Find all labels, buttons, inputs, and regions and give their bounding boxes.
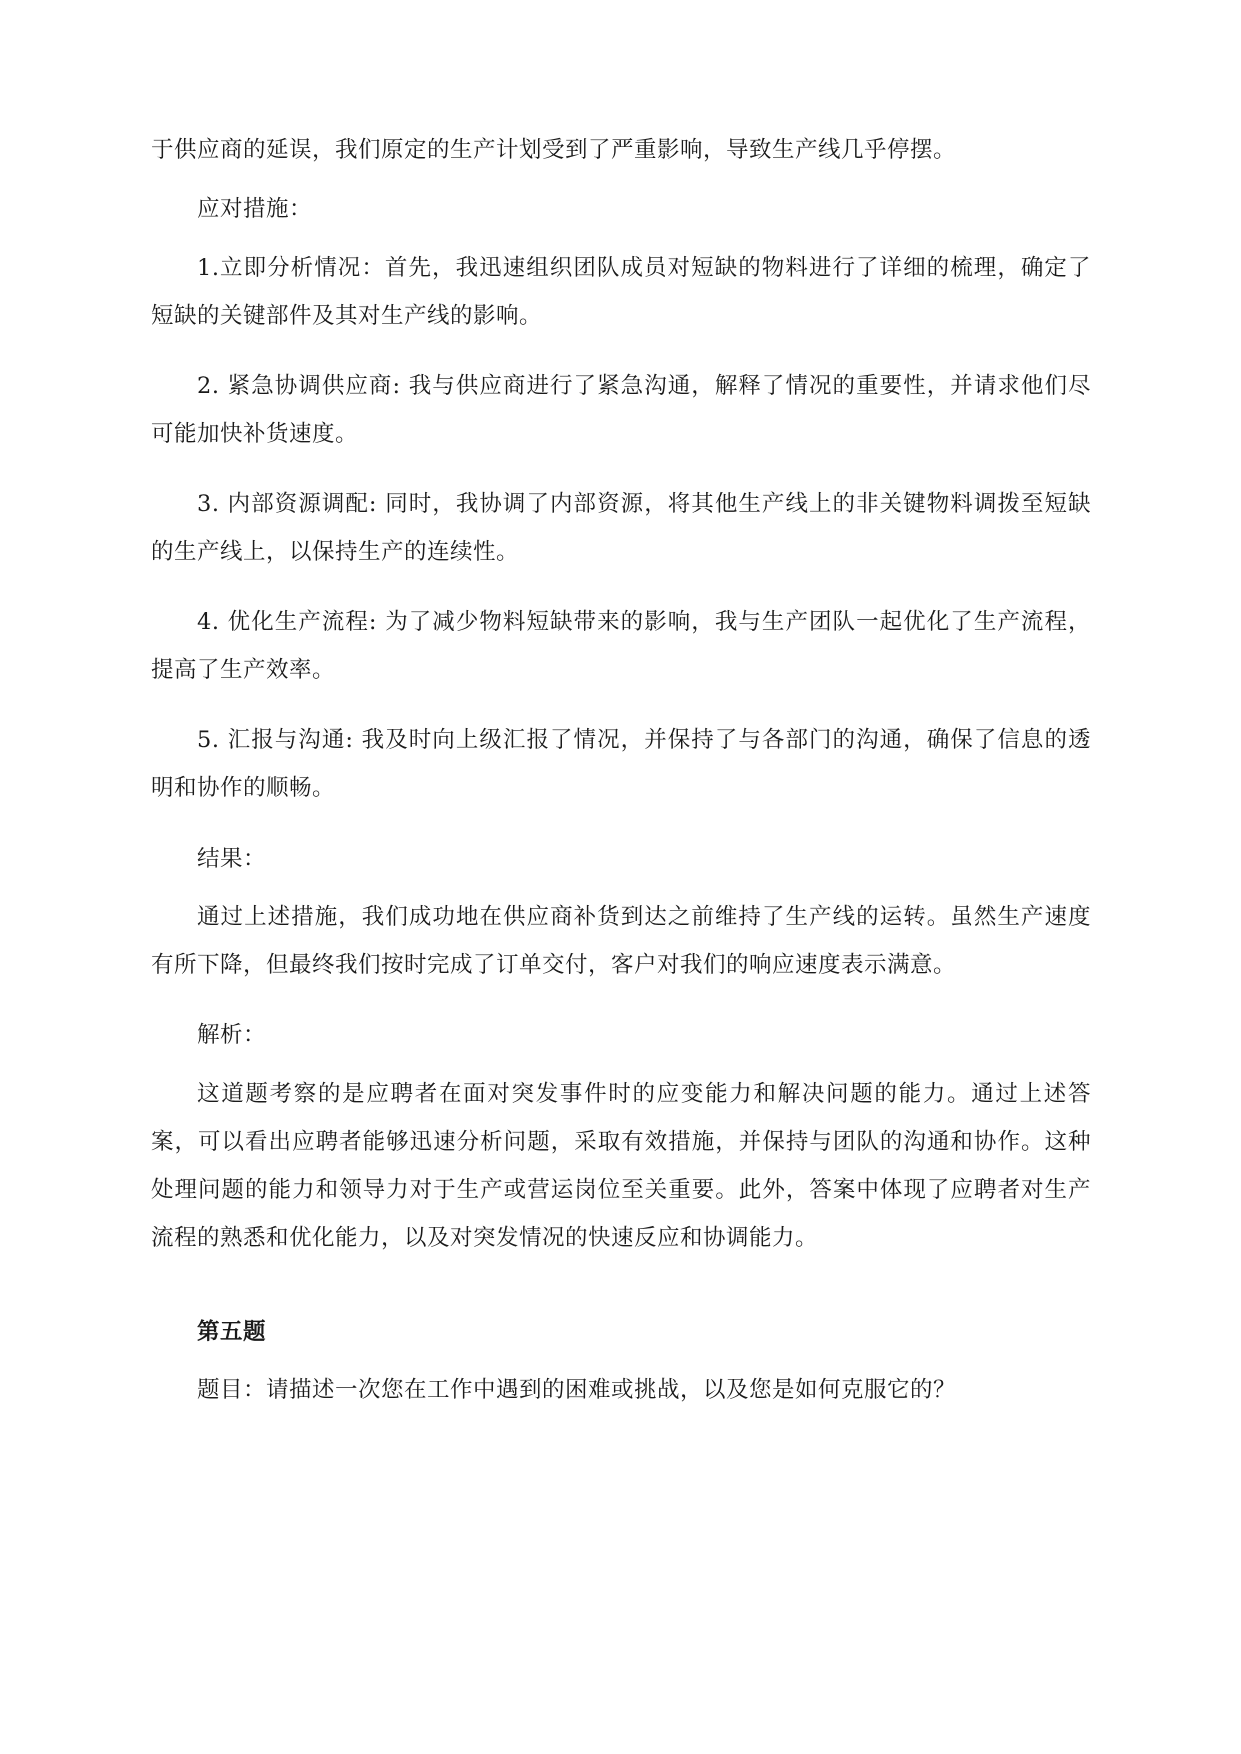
measure-item-4: 4. 优化生产流程: 为了减少物料短缺带来的影响，我与生产团队一起优化了生产流程，提高了生产效率。 (151, 609, 1091, 683)
result-paragraph: 通过上述措施，我们成功地在供应商补货到达之前维持了生产线的运转。虽然生产速度有所下降，但最终我们按时完成了订单交付，客户对我们的响应速度表示满意。 (151, 904, 1091, 978)
measure-item-5: 5. 汇报与沟通: 我及时向上级汇报了情况，并保持了与各部门的沟通，确保了信息的透明和协作的顺畅。 (151, 727, 1091, 801)
measure-item-2: 2. 紧急协调供应商: 我与供应商进行了紧急沟通，解释了情况的重要性，并请求他们尽可能加快补货速度。 (151, 373, 1091, 447)
section-label-analysis: 解析： (197, 1022, 267, 1048)
analysis-paragraph: 这道题考察的是应聘者在面对突发事件时的应变能力和解决问题的能力。通过上述答案，可以看出应聘者能够迅速分析问题，采取有效措施，并保持与团队的沟通和协作。这种处理问题的能力和领导力对于生产或营运岗位至关重要。此外，答案中体现了应聘者对生产流程的熟悉和优化能力，以及对突发情况的快速反应和协调能力。 (151, 1081, 1091, 1251)
measure-item-1: 1.立即分析情况：首先，我迅速组织团队成员对短缺的物料进行了详细的梳理，确定了短缺的关键部件及其对生产线的影响。 (151, 255, 1091, 329)
question-prompt: 题目：请描述一次您在工作中遇到的困难或挑战，以及您是如何克服它的？ (197, 1377, 957, 1403)
measure-item-3: 3. 内部资源调配: 同时，我协调了内部资源，将其他生产线上的非关键物料调拨至短缺的生产线上，以保持生产的连续性。 (151, 491, 1091, 565)
paragraph-continuation: 于供应商的延误，我们原定的生产计划受到了严重影响，导致生产线几乎停摆。 (151, 137, 957, 163)
section-label-measures: 应对措施： (197, 196, 313, 222)
section-label-result: 结果： (197, 846, 267, 872)
question-heading: 第五题 (197, 1319, 267, 1345)
